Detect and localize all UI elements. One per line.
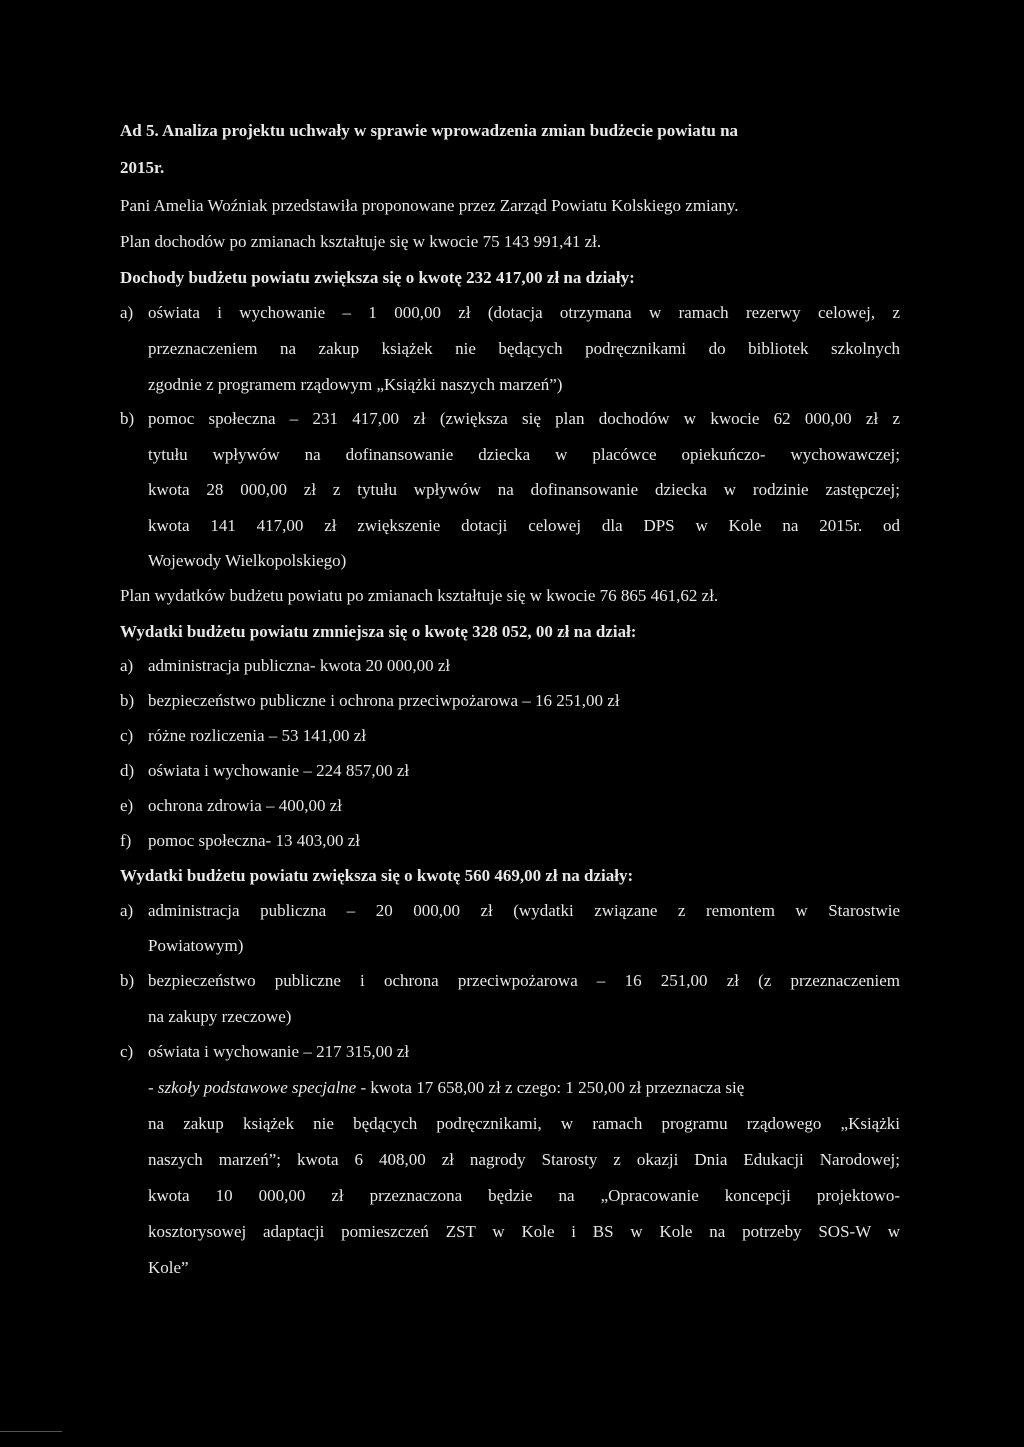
detail-line: kwota 10 000,00 zł przeznaczona będzie na „Opracowanie koncepcji projektowo-: [148, 1186, 900, 1205]
income-item-b-line: Wojewody Wielkopolskiego): [148, 551, 347, 570]
decrease-item-label: b): [120, 691, 135, 710]
detail-dash: -: [148, 1078, 158, 1097]
detail-first-line: [148, 1077, 900, 1099]
income-item-a-line: oświata i wychowanie – 1 000,00 zł (dotacja otrzymana w ramach rezerwy celowej, z: [148, 303, 900, 322]
decrease-item-label: d): [120, 761, 135, 780]
detail-italic-title: szkoły podstawowe specjalne: [157, 1078, 357, 1097]
section-heading-cont: 2015r.: [120, 158, 165, 177]
income-item-b-line: kwota 28 000,00 zł z tytułu wpływów na dofinansowanie dziecka w rodzinie zastępczej;: [148, 480, 900, 499]
detail-rest: - kwota 17 658,00 zł z czego: 1 250,00 zł przeznacza się: [356, 1078, 745, 1097]
increase-item-c-text: oświata i wychowanie – 217 315,00 zł: [148, 1042, 410, 1061]
footer-rule: [0, 1431, 62, 1432]
income-item-b-line: tytułu wpływów na dofinansowanie dziecka w placówce opiekuńczo- wychowawczej;: [148, 445, 900, 464]
decrease-item-label: c): [120, 726, 134, 745]
decrease-item-label: f): [120, 831, 132, 850]
decrease-heading: Wydatki budżetu powiatu zmniejsza się o kwotę 328 052, 00 zł na dział:: [120, 622, 637, 641]
income-item-a-line: zgodnie z programem rządowym „Książki naszych marzeń”): [148, 375, 563, 394]
decrease-item: pomoc społeczna- 13 403,00 zł: [148, 831, 360, 850]
increase-item-b-line: na zakupy rzeczowe): [148, 1007, 292, 1026]
increase-heading: Wydatki budżetu powiatu zwiększa się o kwotę 560 469,00 zł na działy:: [120, 866, 634, 885]
increase-item-a-line: Powiatowym): [148, 936, 244, 955]
section-heading: Ad 5. Analiza projektu uchwały w sprawie wprowadzenia zmian budżecie powiatu na: [120, 121, 739, 140]
detail-line: Kole”: [148, 1258, 189, 1277]
increase-item-b-line: bezpieczeństwo publiczne i ochrona przeciwpożarowa – 16 251,00 zł (z przeznaczeniem: [148, 971, 900, 990]
increase-item-a-line: administracja publiczna – 20 000,00 zł (wydatki związane z remontem w Starostwie: [148, 901, 900, 920]
increase-item-b-label: b): [120, 971, 135, 990]
detail-line: na zakup książek nie będących podręcznikami, w ramach programu rządowego „Książki: [148, 1114, 900, 1133]
increase-item-a-label: a): [120, 901, 134, 920]
detail-line: kosztorysowej adaptacji pomieszczeń ZST w Kole i BS w Kole na potrzeby SOS-W w: [148, 1222, 900, 1241]
income-plan-line: Plan dochodów po zmianach kształtuje się w kwocie 75 143 991,41 zł.: [120, 232, 602, 251]
income-item-b-line: pomoc społeczna – 231 417,00 zł (zwiększa się plan dochodów w kwocie 62 000,00 zł z: [148, 409, 900, 428]
decrease-item-label: a): [120, 656, 134, 675]
income-item-b-line: kwota 141 417,00 zł zwiększenie dotacji celowej dla DPS w Kole na 2015r. od: [148, 516, 900, 535]
decrease-item: administracja publiczna- kwota 20 000,00 zł: [148, 656, 451, 675]
decrease-item-label: e): [120, 796, 134, 815]
intro-line: Pani Amelia Woźniak przedstawiła proponowane przez Zarząd Powiatu Kolskiego zmiany.: [120, 196, 739, 215]
decrease-item: różne rozliczenia – 53 141,00 zł: [148, 726, 367, 745]
income-heading: Dochody budżetu powiatu zwiększa się o kwotę 232 417,00 zł na działy:: [120, 268, 635, 287]
detail-line: naszych marzeń”; kwota 6 408,00 zł nagrody Starosty z okazji Dnia Edukacji Narodowej;: [148, 1150, 900, 1169]
income-item-a-label: a): [120, 303, 134, 322]
decrease-item: bezpieczeństwo publiczne i ochrona przeciwpożarowa – 16 251,00 zł: [148, 691, 620, 710]
expense-plan-line: Plan wydatków budżetu powiatu po zmianach kształtuje się w kwocie 76 865 461,62 zł.: [120, 586, 719, 605]
decrease-item: ochrona zdrowia – 400,00 zł: [148, 796, 343, 815]
increase-item-c-label: c): [120, 1042, 134, 1061]
income-item-b-label: b): [120, 409, 135, 428]
decrease-item: oświata i wychowanie – 224 857,00 zł: [148, 761, 410, 780]
income-item-a-line: przeznaczeniem na zakup książek nie będących podręcznikami do bibliotek szkolnych: [148, 339, 900, 358]
